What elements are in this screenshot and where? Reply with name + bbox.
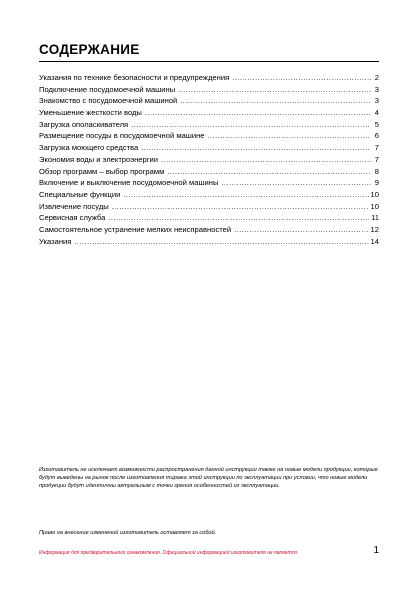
- toc-dot-leader: [141, 143, 371, 155]
- toc-entry-page: 10: [370, 189, 379, 199]
- toc-entry-label: Уменьшение жесткости воды: [39, 108, 142, 118]
- title-divider: [39, 61, 379, 62]
- toc-dot-leader: [234, 225, 368, 237]
- toc-entry-label: Размещение посуды в посудомоечной машине: [39, 131, 205, 141]
- toc-dot-leader: [123, 190, 368, 202]
- toc-entry-label: Обзор программ – выбор программ: [39, 166, 165, 176]
- toc-entry-page: 6: [374, 131, 379, 141]
- toc-entry[interactable]: [39, 130, 379, 142]
- toc-entry-page: 7: [374, 154, 379, 164]
- toc-entry[interactable]: [39, 201, 379, 213]
- toc-dot-leader: [221, 178, 371, 190]
- toc-entry-label: Экономия воды и электроэнергии: [39, 154, 159, 164]
- toc-dot-leader: [180, 96, 371, 108]
- toc-entry-label: Включение и выключение посудомоечной машины: [39, 178, 219, 188]
- toc-entry-page: 2: [374, 73, 379, 82]
- toc-entry-label: Знакомство с посудомоечной машиной: [39, 96, 178, 106]
- toc-entry[interactable]: [39, 142, 379, 154]
- toc-entry-page: 3: [374, 96, 379, 106]
- toc-entry-page: 10: [370, 201, 379, 211]
- toc-entry-label: Загрузка моющего средства: [39, 143, 139, 153]
- toc-entry-page: 3: [374, 84, 379, 94]
- page-title: СОДЕРЖАНИЕ: [39, 42, 140, 57]
- toc-entry-label: Указания: [39, 236, 72, 246]
- toc-entry-page: 7: [374, 143, 379, 153]
- toc-dot-leader: [145, 108, 371, 120]
- toc-entry-page: 11: [371, 213, 379, 223]
- toc-dot-leader: [74, 237, 368, 249]
- page-number: 1: [373, 545, 379, 556]
- toc-entry[interactable]: [39, 224, 379, 236]
- toc-entry-label: Извлечение посуды: [39, 201, 109, 211]
- toc-entry-label: Сервисная служба: [39, 213, 106, 223]
- toc-entry[interactable]: [39, 166, 379, 178]
- toc-dot-leader: [208, 131, 371, 143]
- toc-dot-leader: [232, 73, 371, 85]
- toc-entry-label: Загрузка ополаскивателя: [39, 119, 129, 129]
- toc-entry-page: 9: [374, 178, 379, 188]
- toc-entry[interactable]: [39, 177, 379, 189]
- toc-list: [39, 72, 379, 247]
- toc-entry-page: 5: [374, 119, 379, 129]
- toc-entry[interactable]: [39, 236, 379, 248]
- toc-entry-label: Подключение посудомоечной машины: [39, 84, 176, 94]
- toc-dot-leader: [112, 202, 369, 214]
- toc-entry-label: Самостоятельное устранение мелких неисправностей: [39, 224, 232, 234]
- toc-entry[interactable]: [39, 107, 379, 119]
- toc-dot-leader: [161, 155, 371, 167]
- toc-entry[interactable]: [39, 84, 379, 96]
- manufacturer-notice: Изготовитель не исключает возможности распространения данной инструкции также на новые модели продукции, которые будут выведены на рынок после изготовления тиража этой инструкции по эксплуатации при условии, что новые модели продукции будут идентичны актуальным с точки зрения особенностей их эксплуатации.: [39, 467, 378, 489]
- toc-entry[interactable]: [39, 154, 379, 166]
- toc-dot-leader: [178, 85, 371, 97]
- toc-entry-label: Специальные функции: [39, 189, 121, 199]
- toc-entry[interactable]: [39, 95, 379, 107]
- toc-entry[interactable]: [39, 189, 379, 201]
- toc-entry-page: 4: [374, 108, 379, 118]
- toc-entry[interactable]: [39, 119, 379, 131]
- toc-entry-label: Указания по технике безопасности и предупреждения: [39, 73, 230, 82]
- toc-entry-page: 14: [370, 236, 379, 246]
- rights-notice: Право на внесение изменений изготовитель оставляет за собой.: [39, 530, 217, 536]
- toc-entry[interactable]: [39, 72, 379, 84]
- toc-entry-page: 8: [374, 166, 379, 176]
- preview-disclaimer: Информация для предварительного ознакомления. Официальной информацией изготовителя не является.: [39, 550, 299, 556]
- toc-entry[interactable]: [39, 212, 379, 224]
- toc-entry-page: 12: [370, 224, 379, 234]
